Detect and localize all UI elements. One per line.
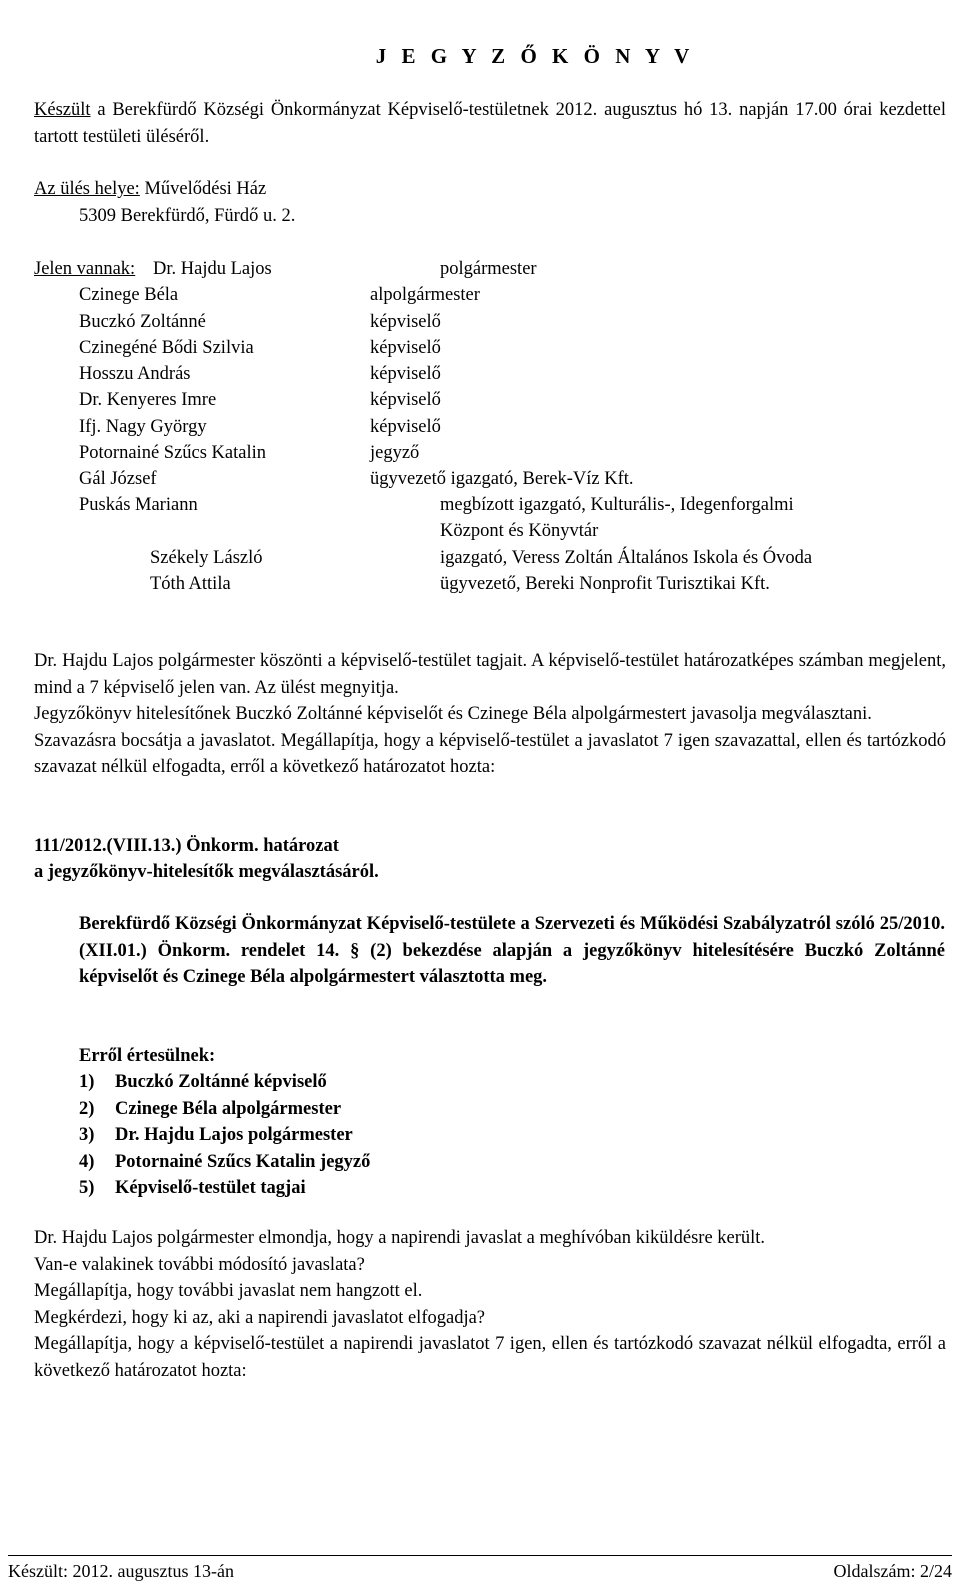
attendee-name: Dr. Kenyeres Imre bbox=[79, 390, 217, 410]
meeting-place bbox=[34, 176, 266, 203]
list-item: 2) Czinege Béla alpolgármester bbox=[79, 1098, 342, 1119]
attendee-role-continued: Központ és Könyvtár bbox=[440, 521, 599, 541]
paragraph: Jegyzőkönyv hitelesítőnek Buczkó Zoltánné képviselőt és Czinege Béla alpolgármestert javasolja megválasztani. bbox=[34, 704, 872, 724]
footer-date: Készült: 2012. augusztus 13-án bbox=[8, 1561, 234, 1581]
attendee-name: Tóth Attila bbox=[150, 574, 231, 594]
attendee-name: Czinegéné Bődi Szilvia bbox=[79, 338, 254, 358]
attendee-role: igazgató, Veress Zoltán Általános Iskola és Óvoda bbox=[440, 548, 813, 568]
attendee-name: Székely László bbox=[150, 548, 263, 568]
agenda-paragraphs bbox=[34, 1225, 946, 1384]
attendee-role: képviselő bbox=[370, 312, 441, 332]
list-item: 3) Dr. Hajdu Lajos polgármester bbox=[79, 1125, 353, 1145]
resolution-body: Berekfürdő Községi Önkormányzat Képviselő-testülete a Szervezeti és Működési Szabályzatról szóló 25/2010.(XII.01.) Önkorm. rendelet 14. § (2) bekezdése alapján a jegyzőkönyv hitelesítésére Buczkó Zoltánné képviselőt és Czinege Béla alpolgármestert választotta meg. bbox=[79, 914, 945, 987]
intro-paragraph bbox=[34, 97, 946, 150]
attendee-role: megbízott igazgató, Kulturális-, Idegenforgalmi bbox=[440, 495, 794, 515]
attendee-name: Hosszu András bbox=[79, 364, 191, 384]
place-line1: Művelődési Ház bbox=[139, 179, 267, 199]
attendee-role: képviselő bbox=[370, 390, 441, 410]
present-label: Jelen vannak: bbox=[34, 259, 136, 279]
notify-label: Erről értesülnek: bbox=[79, 1046, 216, 1066]
attendee-name: Czinege Béla bbox=[79, 285, 179, 305]
document-title: J E G Y Z Ő K Ö N Y V bbox=[375, 44, 695, 68]
paragraph: Megállapítja, hogy további javaslat nem hangzott el. bbox=[34, 1281, 423, 1301]
attendee-name: Puskás Mariann bbox=[79, 495, 198, 515]
attendee-role: jegyző bbox=[370, 443, 420, 463]
attendee-name: Gál József bbox=[79, 469, 157, 489]
list-item: 5) Képviselő-testület tagjai bbox=[79, 1178, 306, 1198]
intro-text: a Berekfürdő Községi Önkormányzat Képviselő-testületnek 2012. augusztus hó 13. napján 17.00 órai kezdettel tartott testületi üléséről. bbox=[34, 100, 946, 147]
footer-divider bbox=[8, 1555, 952, 1556]
paragraph: Van-e valakinek további módosító javaslata? bbox=[34, 1254, 365, 1275]
attendee-name: Buczkó Zoltánné bbox=[79, 312, 206, 332]
list-item: 4) Potornainé Szűcs Katalin jegyző bbox=[79, 1151, 371, 1172]
opening-paragraphs bbox=[34, 648, 946, 781]
attendee-name: Ifj. Nagy György bbox=[79, 417, 207, 437]
paragraph: Dr. Hajdu Lajos polgármester elmondja, hogy a napirendi javaslat a meghívóban kiküldésre került. bbox=[34, 1228, 766, 1248]
attendee-name: Dr. Hajdu Lajos bbox=[153, 259, 272, 279]
attendee-role: képviselő bbox=[370, 338, 441, 358]
place-line2: 5309 Berekfürdő, Fürdő u. 2. bbox=[79, 206, 296, 226]
place-label: Az ülés helye: bbox=[34, 179, 140, 199]
resolution-number: 111/2012.(VIII.13.) Önkorm. határozat bbox=[34, 836, 339, 856]
attendee-role: polgármester bbox=[440, 259, 537, 279]
attendee-name: Potornainé Szűcs Katalin bbox=[79, 443, 267, 463]
notify-list bbox=[79, 1069, 370, 1202]
paragraph: Megállapítja, hogy a képviselő-testület a napirendi javaslatot 7 igen, ellen és tartózkodó szavazat nélkül elfogadta, erről a következő határozatot hozta: bbox=[34, 1334, 946, 1381]
attendee-role: ügyvezető igazgató, Berek-Víz Kft. bbox=[370, 469, 634, 489]
attendee-role: képviselő bbox=[370, 417, 441, 437]
list-item: 1) Buczkó Zoltánné képviselő bbox=[79, 1072, 327, 1092]
intro-label: Készült bbox=[34, 100, 91, 120]
attendee-role: alpolgármester bbox=[370, 285, 480, 305]
paragraph: Megkérdezi, hogy ki az, aki a napirendi javaslatot elfogadja? bbox=[34, 1307, 486, 1328]
attendee-role: képviselő bbox=[370, 364, 441, 384]
paragraph: Dr. Hajdu Lajos polgármester köszönti a képviselő-testület tagjait. A képviselő-testület határozatképes számban megjelent, mind a 7 képviselő jelen van. Az ülést megnyitja. bbox=[34, 651, 946, 698]
paragraph: Szavazásra bocsátja a javaslatot. Megállapítja, hogy a képviselő-testület a javaslatot 7 igen szavazattal, ellen és tartózkodó szavazat nélkül elfogadta, erről a következő határozatot hozta: bbox=[34, 730, 946, 777]
attendee-role: ügyvezető, Bereki Nonprofit Turisztikai Kft. bbox=[440, 574, 770, 594]
resolution-subject: a jegyzőkönyv-hitelesítők megválasztásáról. bbox=[34, 862, 379, 882]
page-number: Oldalszám: 2/24 bbox=[833, 1561, 952, 1581]
